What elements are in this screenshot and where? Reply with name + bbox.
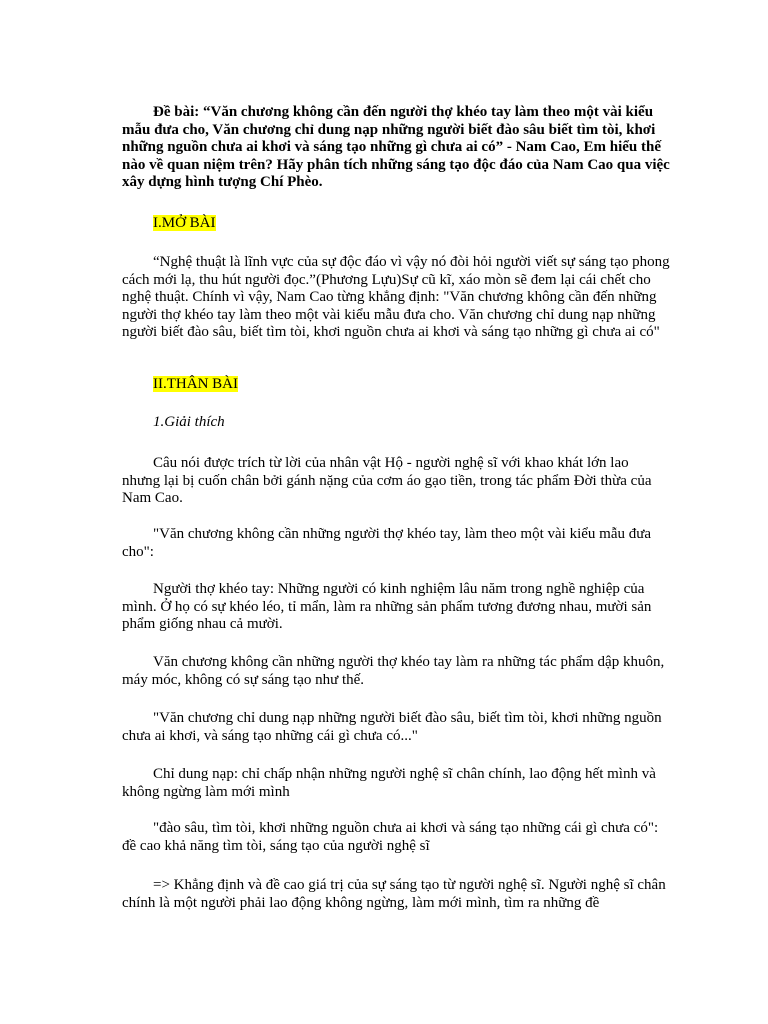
paragraph-2: "Văn chương không cần những người thợ khéo tay, làm theo một vài kiểu mẫu đưa cho": [122,526,652,560]
essay-prompt: Đề bài: “Văn chương không cần đến người thợ khéo tay làm theo một vài kiểu mẫu đưa cho, Văn chương chỉ dung nạp những người biết đào sâu biết tìm tòi, khơi những nguồn chưa ai khơi và sáng tạo những gì chưa ai có” - Nam Cao, Em hiểu thế nào về quan niệm trên? Hãy phân tích những sáng tạo độc đáo của Nam Cao qua việc xây dựng hình tượng Chí Phèo. [122,104,670,191]
paragraph-5: "Văn chương chỉ dung nạp những người biết đào sâu, biết tìm tòi, khơi những nguồn chưa ai khơi, và sáng tạo những cái gì chưa có..." [122,710,662,744]
paragraph-3: Người thợ khéo tay: Những người có kinh nghiệm lâu năm trong nghề nghiệp của mình. Ở họ có sự khéo léo, tỉ mẩn, làm ra những sản phẩm tương đương nhau, mười sản phẩm giống nhau cả mười. [122,581,652,633]
heading-mo-bai [122,215,670,233]
subheading-giai-thich: 1.Giải thích [153,414,225,430]
paragraph-6: Chỉ dung nạp: chỉ chấp nhận những người nghệ sĩ chân chính, lao động hết mình và không ngừng làm mới mình [122,766,656,800]
paragraph-7: "đào sâu, tìm tòi, khơi những nguồn chưa ai khơi và sáng tạo những cái gì chưa có": đề cao khả năng tìm tòi, sáng tạo của người nghệ sĩ [122,820,659,854]
paragraph-4: Văn chương không cần những người thợ khéo tay làm ra những tác phẩm dập khuôn, máy móc, không có sự sáng tạo như thế. [122,654,665,688]
paragraph-8: => Khẳng định và đề cao giá trị của sự sáng tạo từ người nghệ sĩ. Người nghệ sĩ chân chính là một người phải lao động không ngừng, làm mới mình, tìm ra những đề [122,877,666,911]
heading-than-bai-text: II.THÂN BÀI [153,376,238,392]
heading-mo-bai-text: I.MỞ BÀI [153,215,216,231]
paragraph-mo-bai: “Nghệ thuật là lĩnh vực của sự độc đáo vì vậy nó đòi hỏi người viết sự sáng tạo phong cách mới lạ, thu hút người đọc.”(Phương Lựu)Sự cũ kĩ, xáo mòn sẽ đem lại cái chết cho nghệ thuật. Chính vì vậy, Nam Cao từng khẳng định: "Văn chương không cần đến những người thợ khéo tay làm theo một vài kiểu mẫu đưa cho. Văn chương chỉ dung nạp những người biết đào sâu, biết tìm tòi, khơi nguồn chưa ai khơi và sáng tạo những gì chưa ai có" [122,254,670,341]
paragraph-1: Câu nói được trích từ lời của nhân vật Hộ - người nghệ sĩ với khao khát lớn lao nhưng lại bị cuốn chân bởi gánh nặng của cơm áo gạo tiền, trong tác phẩm Đời thừa của Nam Cao. [122,455,652,507]
heading-than-bai [122,376,670,394]
